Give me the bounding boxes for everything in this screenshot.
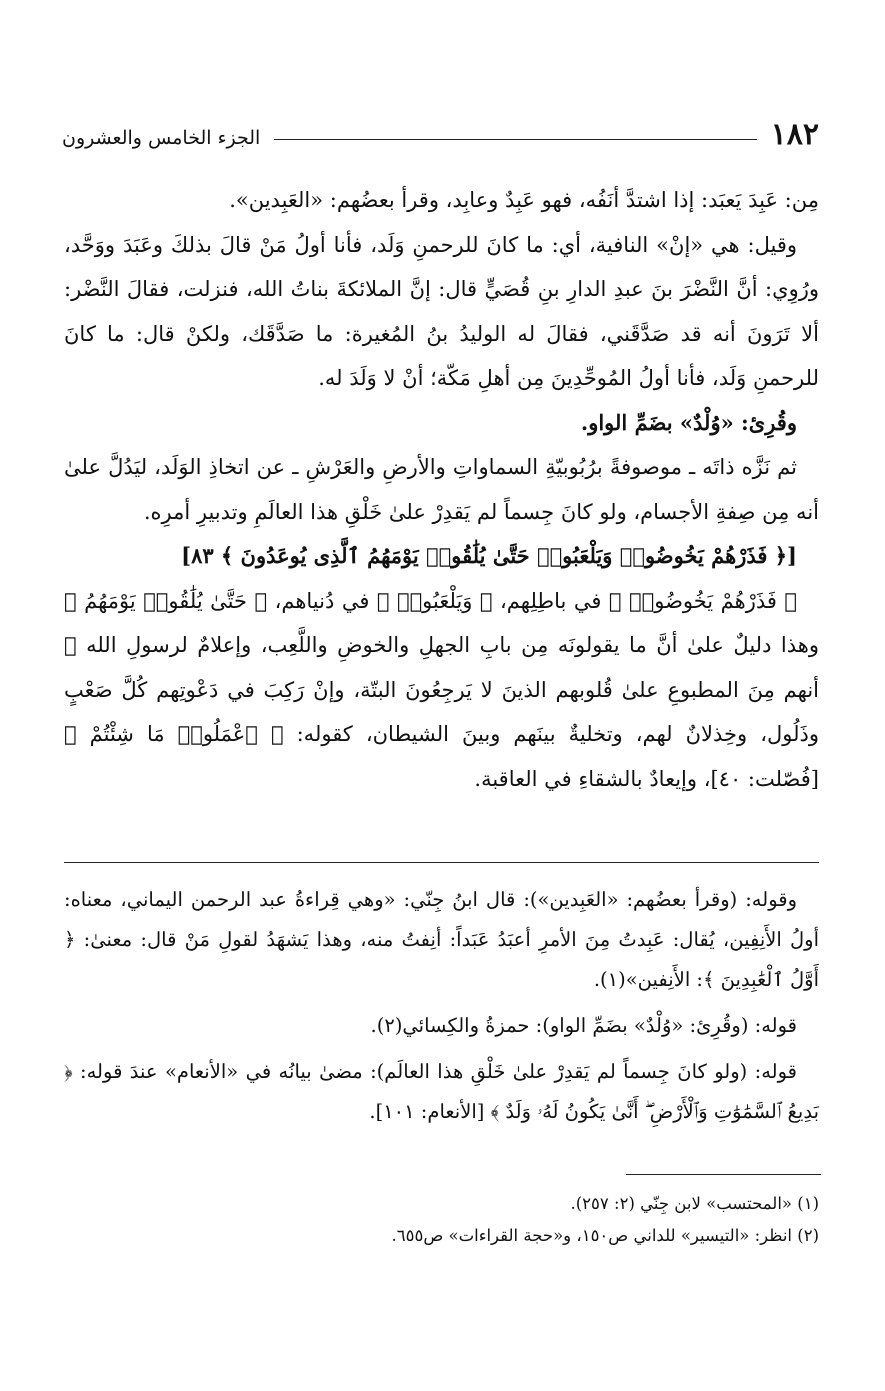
main-paragraph: وقيل: هي «إنْ» النافية، أي: ما كانَ للرحمنِ وَلَد، فأنا أولُ مَنْ قالَ بذلكَ وعَبَدَ ووَحَّد، ورُوِي: أنَّ النَّضْرَ بنَ عبدِ الدارِ بنِ قُصَيٍّ قال: إنَّ الملائكةَ بناتُ الله، فنزلت، فقالَ النَّضْر: ألا تَرَونَ أنه قد صَدَّقَني، فقالَ له الوليدُ بنُ المُغيرة: ما صَدَّقَك، ولكنْ قال: ما كانَ للرحمنِ وَلَد، فأنا أولُ المُوحِّدِينَ مِن أهلِ مَكّة؛ أنْ لا وَلَدَ له.	[64, 232, 819, 390]
commentary-paragraph: وقوله: (وقرأ بعضُهم: «العَبِدين»): قال ابنُ جِنّي: «وهي قِراءةُ عبد الرحمن اليماني، معناه: أولُ الأَنِفِين، يُقال: عَبِدتُ مِنَ الأمرِ أعبَدُ عَبَداً: أنِفتُ منه، وهذا يَشهَدُ لقولِ مَنْ قال: معنىٰ: ﴿ أَوَّلُ ٱلْعَٰبِدِينَ ﴾: الأَنِفين»(١).	[64, 888, 819, 991]
section-divider	[64, 862, 819, 863]
commentary	[64, 880, 819, 1138]
commentary-paragraph: قوله: (ولو كانَ جِسماً لم يَقدِرْ علىٰ خَلْقِ هذا العالَم): مضىٰ بيانُه في «الأنعام» عندَ قوله: ﴿ بَدِيعُ ٱلسَّمَٰوَٰتِ وَٱلْأَرْضِ ۖ أَنَّىٰ يَكُونُ لَهُۥ وَلَدٌ ﴾ [الأنعام: ١٠١].	[64, 1060, 819, 1123]
running-title: الجزء الخامس والعشرون	[62, 127, 261, 149]
page-header	[62, 110, 819, 150]
footnote: (١) «المحتسب» لابن جِنّي (٢: ٢٥٧).	[570, 1194, 819, 1213]
header-rule	[274, 139, 756, 140]
commentary-paragraph: قوله: (وقُرِئ: «وُلْدٌ» بضَمِّ الواو): حمزةُ والكِسائي(٢).	[370, 1014, 797, 1037]
footnote: (٢) انظر: «التيسير» للداني ص١٥٠، و«حجة القراءات» ص٦٥٥.	[391, 1226, 819, 1245]
footnotes	[64, 1188, 819, 1252]
main-paragraph: ثم نَزَّه ذاتَه ـ موصوفةً برُبُوبيّةِ السماواتِ والأرضِ والعَرْشِ ـ عن اتخاذِ الوَلَد، ليَدُلَّ علىٰ أنه مِن صِفةِ الأجسام، ولو كانَ جِسماً لم يَقدِرْ علىٰ خَلْقِ هذا العالَمِ وتدبيرِ أمرِه.	[64, 455, 819, 524]
main-paragraph: مِن: عَبِدَ يَعبَد: إذا اشتدَّ أنَفُه، فهو عَبِدٌ وعابِد، وقرأ بعضُهم: «العَبِدين».	[229, 188, 819, 212]
quran-verse: [﴿ فَذَرْهُمْ يَخُوضُوا۟ وَيَلْعَبُوا۟ حَتَّىٰ يُلَٰقُوا۟ يَوْمَهُمُ ٱلَّذِى يُوعَدُونَ ﴾ ٨٣]	[181, 543, 797, 568]
main-paragraph: ﴿ فَذَرْهُمْ يَخُوضُوا۟ ﴾ في باطِلِهم، ﴿ وَيَلْعَبُوا۟ ﴾ في دُنياهم، ﴿ حَتَّىٰ يُلَٰقُوا۟ يَوْمَهُمُ ﴾ وهذا دليلٌ علىٰ أنَّ ما يقولونَه مِن بابِ الجهلِ والخوضِ واللَّعِب، وإعلامٌ لرسولِ الله ﷺ أنهم مِنَ المطبوعِ علىٰ قُلوبهم الذينَ لا يَرجِعُونَ البتّة، وإنْ رَكِبَ في دَعْوتِهم كُلَّ صَعْبٍ وذَلُول، وخِذلانٌ لهم، وتخليةٌ بينَهم وبينَ الشيطان، كقوله: ﴿ ٱعْمَلُوا۟ مَا شِئْتُمْ ﴾ [فُصّلت: ٤٠]، وإيعادٌ بالشقاءِ في العاقبة.	[64, 588, 819, 791]
footnote-rule	[626, 1174, 821, 1175]
qiraah-note: وقُرِئ: «وُلْدٌ» بضَمِّ الواو.	[580, 409, 797, 435]
main-text	[64, 178, 819, 801]
page-number: ١٨٢	[770, 117, 819, 152]
